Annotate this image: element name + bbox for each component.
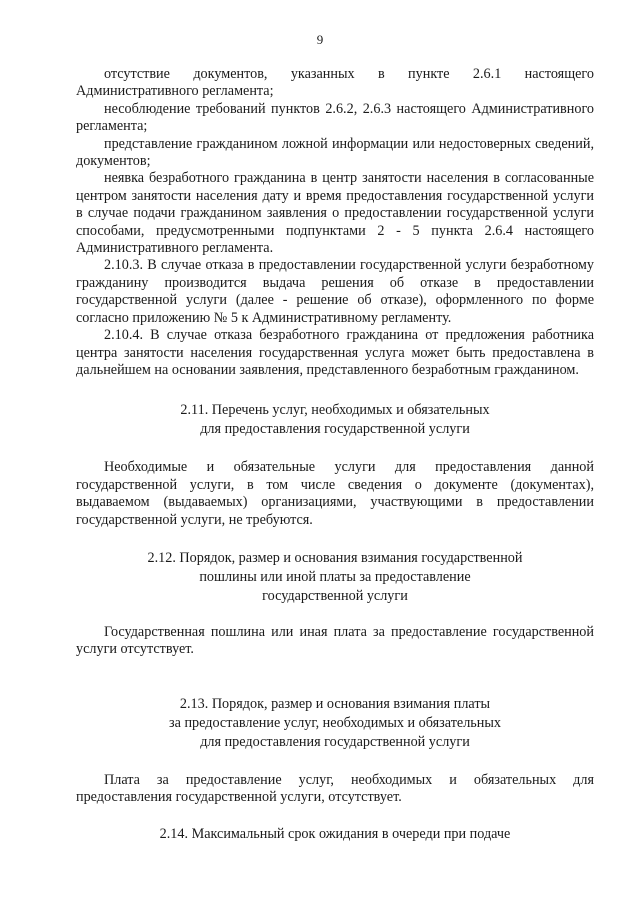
page-number: 9 — [316, 32, 324, 47]
section-2-13-title — [76, 695, 594, 752]
section-2-12-title — [76, 549, 594, 606]
paragraph-requirements-not-met: несоблюдение требований пунктов 2.6.2, 2.6.3 настоящего Административного регламента; — [76, 100, 594, 135]
section-2-14-title — [76, 825, 594, 844]
document-body — [76, 66, 594, 844]
section-title-line: 2.13. Порядок, размер и основания взимания платы — [179, 695, 491, 712]
section-2-11-title — [76, 401, 594, 439]
paragraph-2-10-4: 2.10.4. В случае отказа безработного гражданина от предложения работника центра занятости населения государственная услуга может быть предоставлена в дальнейшем на основании заявления, представленного безработным гражданином. — [76, 327, 594, 378]
paragraph-false-information: представление гражданином ложной информации или недостоверных сведений, документов; — [76, 135, 594, 170]
paragraph-missing-documents: отсутствие документов, указанных в пункте 2.6.1 настоящего Административного регламента; — [76, 66, 594, 100]
section-title-line: государственной услуги — [262, 587, 408, 604]
section-2-12-body: Государственная пошлина или иная плата за предоставление государственной услуги отсутствует. — [76, 623, 594, 658]
section-title-line: за предоставление услуг, необходимых и обязательных — [169, 714, 501, 731]
paragraph-no-show: неявка безработного гражданина в центр занятости населения в согласованные центром занятости населения дату и время предоставления государственной услуги в случае подачи гражданином заявления о предоставлении государственной услуги способами, предусмотренными подпунктами 2 - 5 пункта 2.6.4 настоящего Административного регламента. — [76, 170, 594, 257]
section-title-line: 2.11. Перечень услуг, необходимых и обязательных — [180, 402, 490, 419]
section-2-13-body: Плата за предоставление услуг, необходимых и обязательных для предоставления государственной услуги, отсутствует. — [76, 771, 594, 806]
section-title-line: 2.12. Порядок, размер и основания взимания государственной — [147, 549, 523, 566]
paragraph-2-10-3: 2.10.3. В случае отказа в предоставлении государственной услуги безработному гражданину производится выдача решения об отказе в предоставлении государственной услуги (далее - решение об отказе), оформленного по форме согласно приложению № 5 к Административному регламенту. — [76, 257, 594, 326]
section-title-line: 2.14. Максимальный срок ожидания в очереди при подаче — [159, 825, 511, 842]
section-title-line: для предоставления государственной услуги — [200, 421, 470, 438]
section-2-11-body: Необходимые и обязательные услуги для предоставления данной государственной услуги, в том числе сведения о документе (документах), выдаваемом (выдаваемых) организациями, участвующими в предоставлении государственной услуги, не требуются. — [76, 459, 594, 528]
section-title-line: для предоставления государственной услуги — [200, 733, 470, 750]
section-title-line: пошлины или иной платы за предоставление — [199, 568, 471, 585]
